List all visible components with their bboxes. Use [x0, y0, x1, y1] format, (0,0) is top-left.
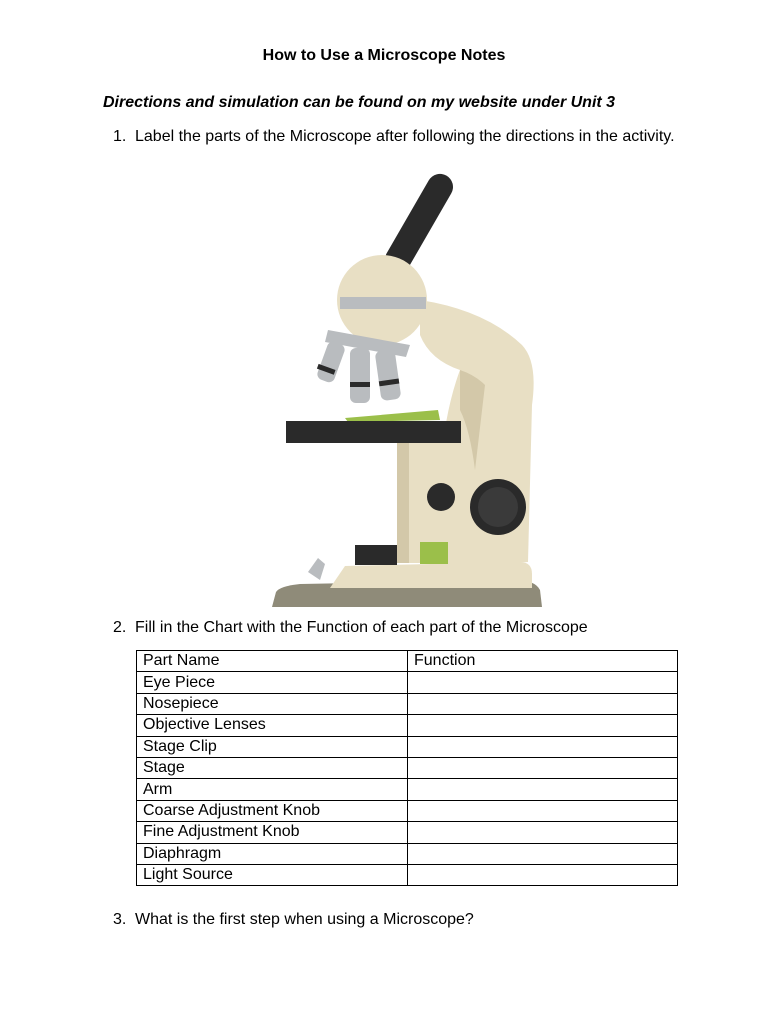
part-name-cell: Light Source: [137, 864, 408, 885]
question-text: Fill in the Chart with the Function of each part of the Microscope: [135, 619, 588, 636]
part-name-cell: Objective Lenses: [137, 715, 408, 736]
part-name-cell: Fine Adjustment Knob: [137, 822, 408, 843]
part-name-cell: Stage: [137, 757, 408, 778]
objective-lens: [316, 340, 347, 384]
function-cell[interactable]: [408, 864, 678, 885]
function-cell[interactable]: [408, 822, 678, 843]
table-row: [137, 715, 678, 736]
table-row: [137, 864, 678, 885]
objective-lens: [375, 349, 402, 401]
part-name-cell: Diaphragm: [137, 843, 408, 864]
part-name-cell: Nosepiece: [137, 693, 408, 714]
stage-part: [286, 421, 461, 443]
page-title: How to Use a Microscope Notes: [262, 47, 506, 64]
table-row: [137, 843, 678, 864]
question-text: What is the first step when using a Microscope?: [135, 911, 474, 928]
part-name-cell: Eye Piece: [137, 672, 408, 693]
objective-lens: [350, 348, 370, 403]
function-cell[interactable]: [408, 757, 678, 778]
directions-note: Directions and simulation can be found on my website under Unit 3: [103, 94, 616, 111]
function-cell[interactable]: [408, 843, 678, 864]
function-cell[interactable]: [408, 715, 678, 736]
question-2: [113, 617, 673, 639]
question-number: 1.: [113, 128, 127, 145]
microscope-illustration: [270, 170, 545, 610]
table-row: [137, 672, 678, 693]
table-row: [137, 779, 678, 800]
table-row: [137, 693, 678, 714]
table-row: [137, 822, 678, 843]
stage-clip-part: [345, 410, 440, 422]
part-name-cell: Arm: [137, 779, 408, 800]
microscope-pedestal: [330, 562, 532, 588]
fine-adjustment-knob: [427, 483, 455, 511]
table-row: [137, 757, 678, 778]
function-cell[interactable]: [408, 672, 678, 693]
function-cell[interactable]: [408, 800, 678, 821]
question-number: 2.: [113, 619, 127, 636]
table-row: [137, 736, 678, 757]
parts-function-table: [136, 650, 678, 886]
question-text: Label the parts of the Microscope after following the directions in the activity.: [135, 128, 675, 145]
column-header-part-name: Part Name: [137, 651, 408, 672]
diaphragm-part: [420, 542, 448, 564]
function-cell[interactable]: [408, 779, 678, 800]
part-name-cell: Stage Clip: [137, 736, 408, 757]
question-3: [113, 909, 673, 931]
light-source-part: [355, 545, 397, 565]
table-header-row: [137, 651, 678, 672]
table-row: [137, 800, 678, 821]
function-cell[interactable]: [408, 736, 678, 757]
question-1: [113, 126, 673, 176]
part-name-cell: Coarse Adjustment Knob: [137, 800, 408, 821]
column-header-function: Function: [408, 651, 678, 672]
function-cell[interactable]: [408, 693, 678, 714]
question-number: 3.: [113, 911, 127, 928]
